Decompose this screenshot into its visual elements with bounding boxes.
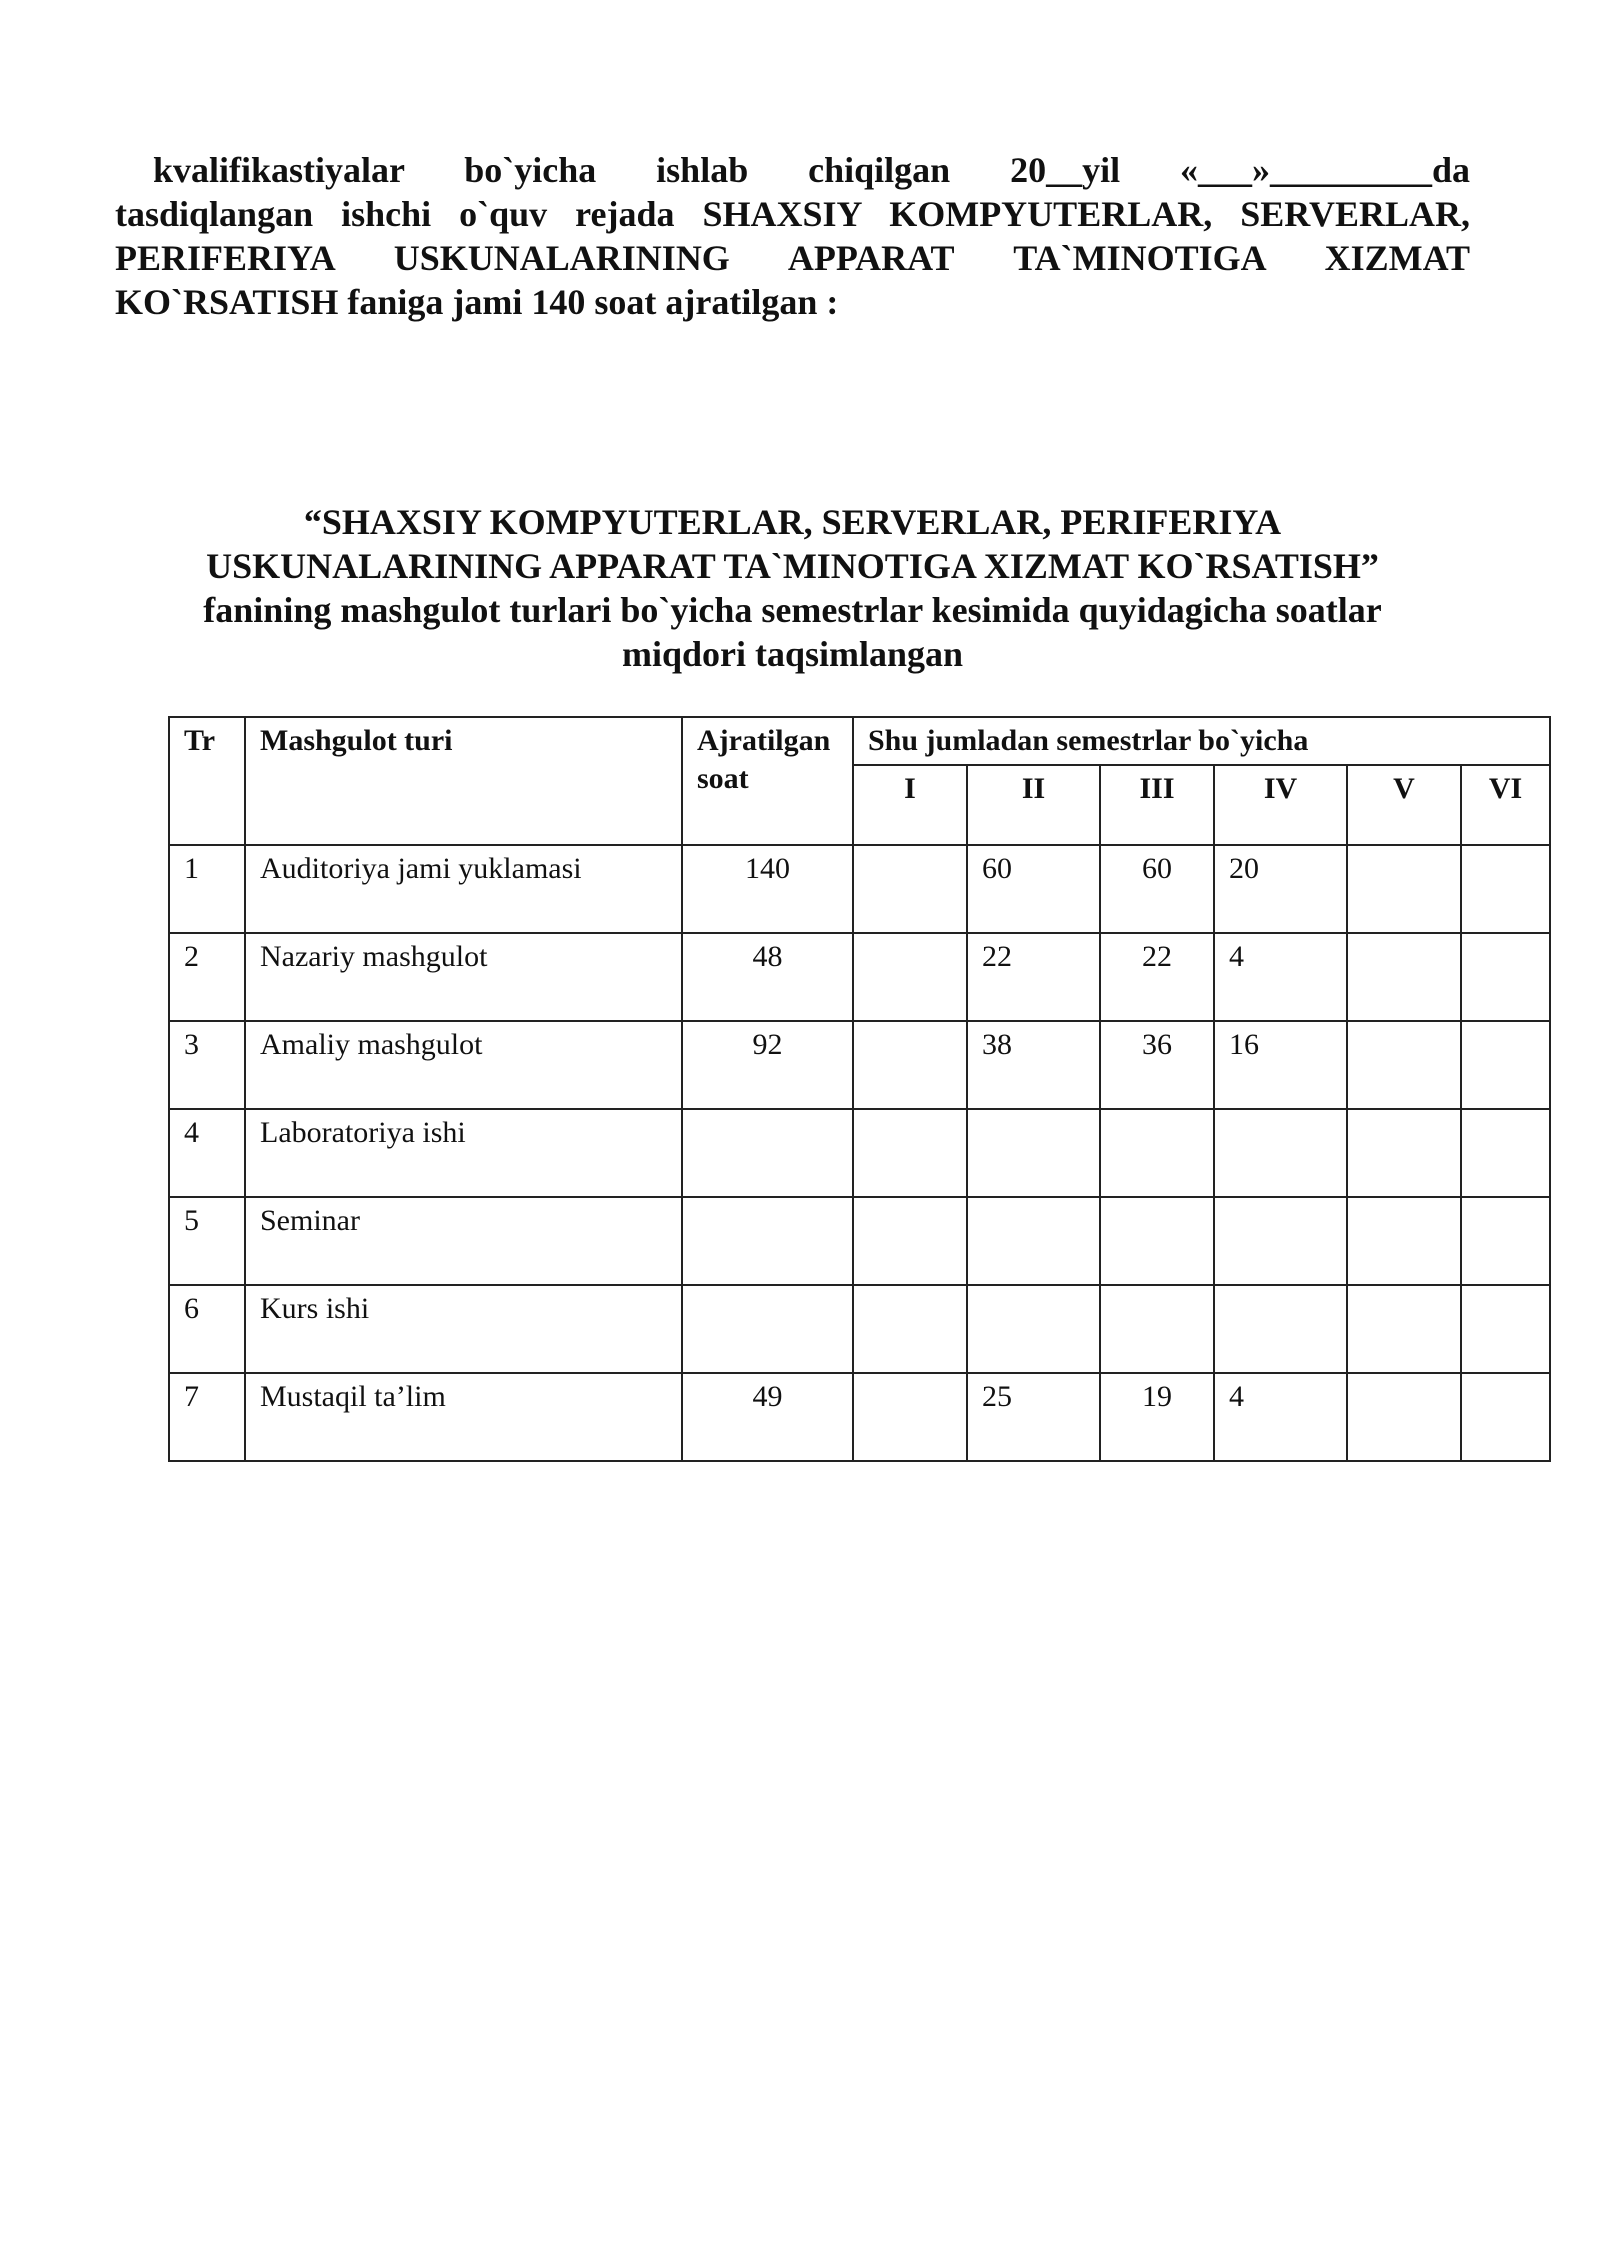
hours-distribution-table [168,716,1551,1462]
table-heading [115,500,1470,676]
row-semester-v [1347,1197,1461,1285]
row-semester-ii [967,1197,1100,1285]
table-row [169,1197,1550,1285]
row-semester-iii: 19 [1100,1373,1214,1461]
row-semester-i [853,1021,967,1109]
header-semester-iv: IV [1214,765,1347,845]
row-semester-iii [1100,1109,1214,1197]
row-semester-vi [1461,1109,1550,1197]
row-semester-v [1347,1373,1461,1461]
table-row [169,1109,1550,1197]
row-semester-iv [1214,1109,1347,1197]
row-semester-v [1347,845,1461,933]
row-semester-i [853,845,967,933]
table-row [169,1373,1550,1461]
intro-line: KO`RSATISH faniga jami 140 soat ajratilgan : [115,282,839,322]
row-semester-v [1347,1109,1461,1197]
row-number: 4 [169,1109,245,1197]
row-semester-v [1347,1021,1461,1109]
row-semester-i [853,1109,967,1197]
row-hours: 92 [682,1021,853,1109]
row-name: Seminar [245,1197,682,1285]
intro-line: PERIFERIYA USKUNALARINING APPARAT TA`MINOTIGA XIZMAT [115,238,1470,278]
table-row [169,845,1550,933]
row-semester-iii [1100,1197,1214,1285]
row-semester-i [853,1197,967,1285]
table-row [169,933,1550,1021]
row-semester-ii: 22 [967,933,1100,1021]
row-number: 3 [169,1021,245,1109]
header-semester-v: V [1347,765,1461,845]
row-semester-i [853,1285,967,1373]
row-name: Auditoriya jami yuklamasi [245,845,682,933]
row-semester-v [1347,1285,1461,1373]
row-name: Mustaqil ta’lim [245,1373,682,1461]
row-semester-iv [1214,1285,1347,1373]
row-semester-iv: 4 [1214,933,1347,1021]
row-name: Nazariy mashgulot [245,933,682,1021]
row-semester-ii: 60 [967,845,1100,933]
row-semester-i [853,933,967,1021]
row-hours: 48 [682,933,853,1021]
header-semester-i: I [853,765,967,845]
table-row [169,1285,1550,1373]
row-semester-iv [1214,1197,1347,1285]
row-hours [682,1285,853,1373]
intro-paragraph [115,148,1470,324]
row-semester-iii [1100,1285,1214,1373]
intro-line: kvalifikastiyalar bo`yicha ishlab chiqilgan 20__yil «___»_________da [153,150,1470,190]
row-hours [682,1109,853,1197]
row-number: 5 [169,1197,245,1285]
row-semester-iii: 22 [1100,933,1214,1021]
row-semester-vi [1461,1285,1550,1373]
row-number: 1 [169,845,245,933]
row-semester-vi [1461,1021,1550,1109]
row-number: 7 [169,1373,245,1461]
row-semester-iv: 4 [1214,1373,1347,1461]
heading-line: miqdori taqsimlangan [621,634,964,674]
row-semester-vi [1461,933,1550,1021]
heading-line: “SHAXSIY KOMPYUTERLAR, SERVERLAR, PERIFERIYA [303,502,1282,542]
row-semester-vi [1461,1197,1550,1285]
row-hours [682,1197,853,1285]
header-hours [682,717,853,845]
header-semester-iii: III [1100,765,1214,845]
header-semesters-group: Shu jumladan semestrlar bo`yicha [853,717,1550,765]
row-semester-iv: 16 [1214,1021,1347,1109]
header-semester-vi: VI [1461,765,1550,845]
header-semester-ii: II [967,765,1100,845]
row-name: Amaliy mashgulot [245,1021,682,1109]
row-semester-ii: 25 [967,1373,1100,1461]
heading-line: USKUNALARINING APPARAT TA`MINOTIGA XIZMAT KO`RSATISH” [206,546,1379,586]
row-name: Kurs ishi [245,1285,682,1373]
row-semester-ii: 38 [967,1021,1100,1109]
row-semester-vi [1461,1373,1550,1461]
header-type: Mashgulot turi [245,717,682,845]
row-name: Laboratoriya ishi [245,1109,682,1197]
row-semester-i [853,1373,967,1461]
row-semester-ii [967,1285,1100,1373]
intro-line: tasdiqlangan ishchi o`quv rejada SHAXSIY KOMPYUTERLAR, SERVERLAR, [115,194,1470,234]
heading-line: fanining mashgulot turlari bo`yicha semestrlar kesimida quyidagicha soatlar [203,590,1382,630]
row-semester-iii: 36 [1100,1021,1214,1109]
row-semester-ii [967,1109,1100,1197]
row-number: 6 [169,1285,245,1373]
table-row [169,1021,1550,1109]
row-semester-vi [1461,845,1550,933]
row-number: 2 [169,933,245,1021]
row-semester-v [1347,933,1461,1021]
header-tr: Tr [169,717,245,845]
row-hours: 49 [682,1373,853,1461]
header-hours-label: Ajratilgan soat [697,724,831,795]
row-hours: 140 [682,845,853,933]
row-semester-iii: 60 [1100,845,1214,933]
row-semester-iv: 20 [1214,845,1347,933]
